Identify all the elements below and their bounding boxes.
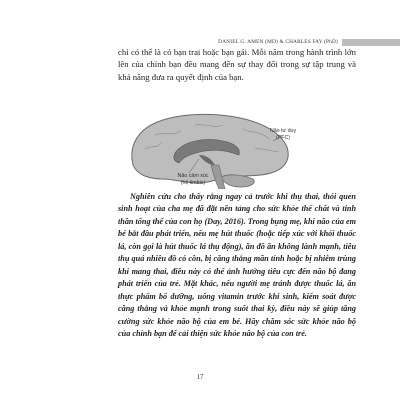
brain-figure xyxy=(125,113,315,189)
label-pfc xyxy=(258,128,308,142)
label-limbic-line1: Não cảm xúc xyxy=(177,173,209,179)
header-bar xyxy=(342,39,400,46)
header-authors: DANIEL G. AMEN (MD) & CHARLES FAY (PhD) xyxy=(218,39,338,45)
page-number: 17 xyxy=(196,373,204,381)
label-limbic-line2: (hệ limbic) xyxy=(180,180,206,186)
body-paragraph-top: chỉ có thể là có bạn trai hoặc bạn gái. Mỗi năm trong hành trình lớn lên của chính bạn đều mang đến sự thay đổi trong sự tập trung và khả năng đưa ra quyết định của bạn. xyxy=(118,47,356,82)
label-limbic xyxy=(163,173,223,187)
brain-cerebellum xyxy=(221,175,254,187)
label-pfc-line1: Não tư duy xyxy=(269,128,297,134)
body-paragraph-italic: Nghiên cứu cho thấy rằng ngay cả trước khi thụ thai, thói quen sinh hoạt của cha mẹ đã đặt nền tảng cho sức khỏe thể chất và tinh thần tổng thể của con họ (Day, 2016). Trong bụng mẹ, khi não của em bé bắt đầu phát triển, nếu mẹ hút thuốc (hoặc tiếp xúc với khói thuốc lá, còn gọi là hút thuốc lá thụ động), ăn đồ ăn không lành mạnh, tiêu thụ quá nhiều đồ có cồn, bị căng thẳng mãn tính hoặc bị nhiễm trùng khi mang thai, điều này có thể ảnh hưởng tiêu cực đến não bộ đang phát triển của trẻ. Mặt khác, nếu người mẹ tránh được thuốc lá, ăn thực phẩm bổ dưỡng, uống vitamin trước khi sinh, kiểm soát được căng thẳng và khỏe mạnh trong suốt thai kỳ, điều này sẽ giúp tăng cường sức khỏe não bộ của em bé. Hãy chăm sóc sức khỏe não bộ của chính bạn để cải thiện sức khỏe não bộ của con trẻ. xyxy=(118,192,356,338)
label-pfc-line2: (PFC) xyxy=(275,135,291,141)
